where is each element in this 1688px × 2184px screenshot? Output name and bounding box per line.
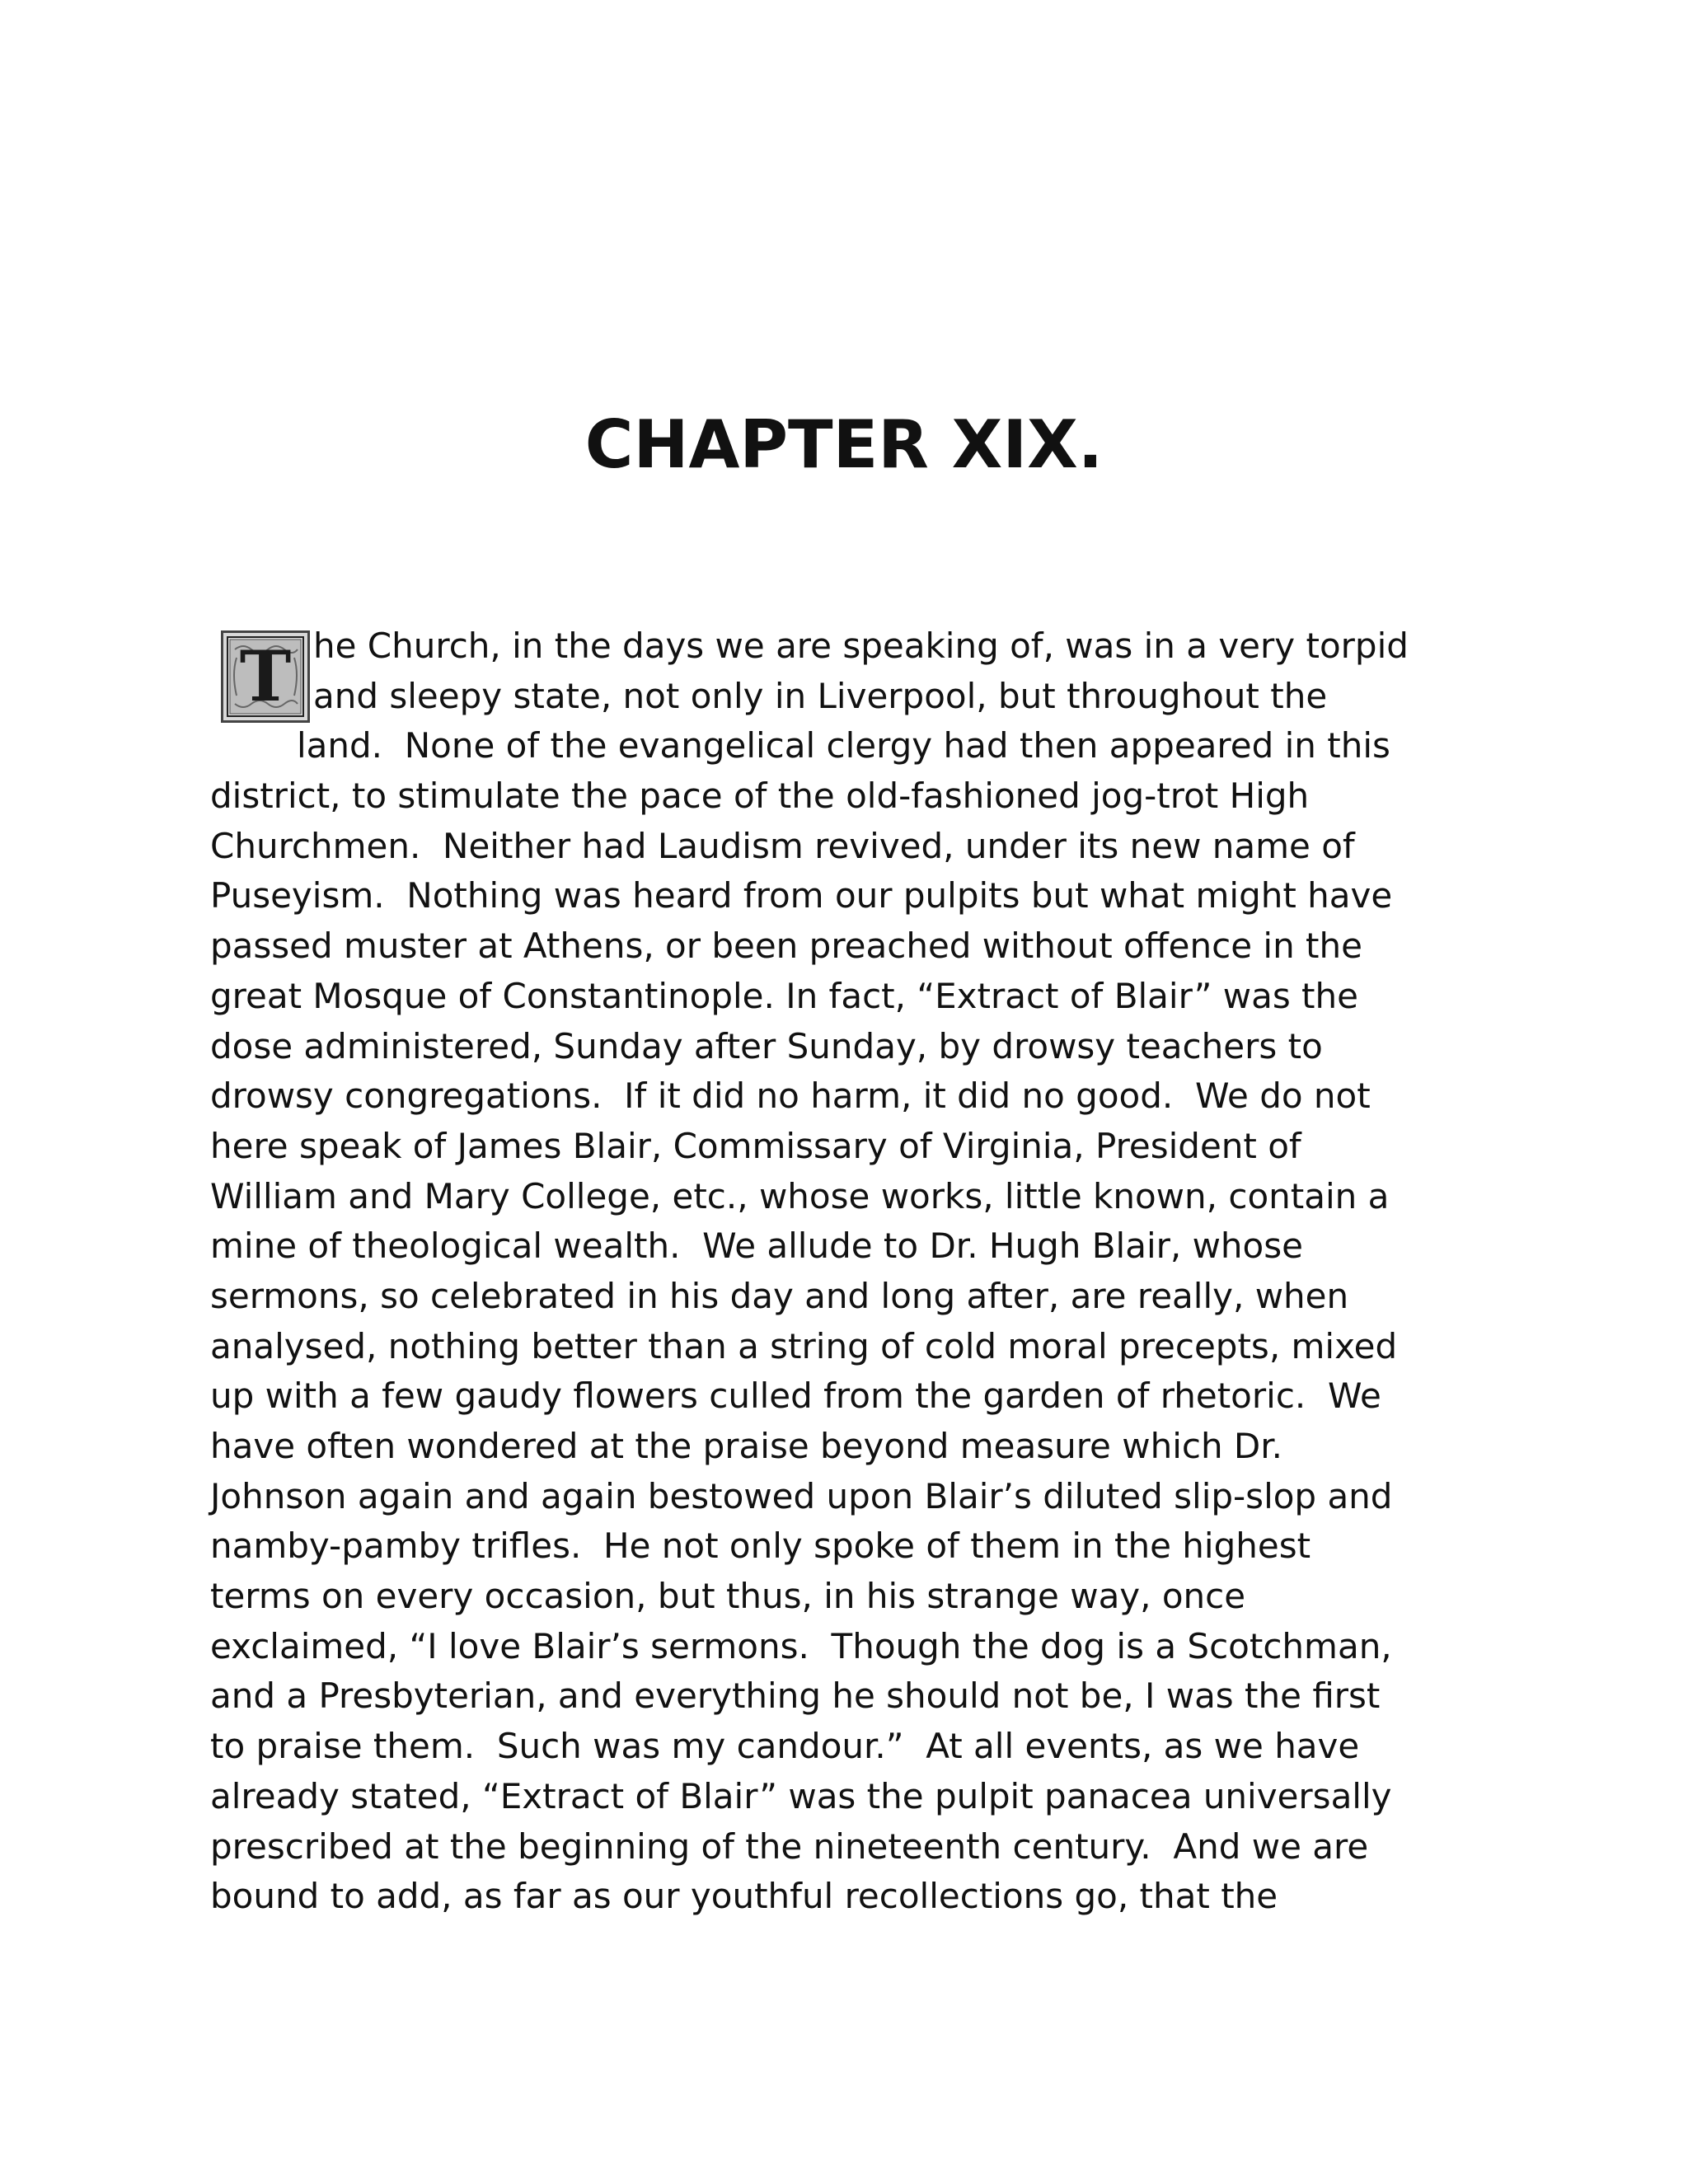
body-line: terms on every occasion, but thus, in his strange way, once <box>210 1576 1246 1617</box>
body-line: prescribed at the beginning of the nineteenth century. And we are <box>210 1825 1369 1867</box>
body-line: up with a few gaudy flowers culled from the garden of rhetoric. We <box>210 1376 1381 1417</box>
chapter-title: CHAPTER XIX. <box>584 406 1104 483</box>
body-line: William and Mary College, etc., whose works, little known, contain a <box>210 1175 1390 1216</box>
body-line: bound to add, as far as our youthful recollections go, that the <box>210 1876 1278 1917</box>
body-line: and sleepy state, not only in Liverpool, but throughout the <box>313 675 1328 716</box>
drop-cap-letter: T <box>239 635 292 717</box>
body-line: exclaimed, “I love Blair’s sermons. Though the dog is a Scotchman, <box>210 1625 1392 1666</box>
body-line: passed muster at Athens, or been preached without offence in the <box>210 926 1362 967</box>
body-line: here speak of James Blair, Commissary of Virginia, President of <box>210 1125 1301 1166</box>
body-line: analysed, nothing better than a string of cold moral precepts, mixed <box>210 1325 1398 1366</box>
body-line: have often wondered at the praise beyond measure which Dr. <box>210 1426 1283 1466</box>
body-line: great Mosque of Constantinople. In fact, “Extract of Blair” was the <box>210 975 1358 1016</box>
body-line: namby-pamby trifles. He not only spoke of them in the highest <box>210 1526 1311 1567</box>
body-line: already stated, “Extract of Blair” was the pulpit panacea universally <box>210 1775 1392 1816</box>
body-line: to praise them. Such was my candour.” At all events, as we have <box>210 1726 1360 1767</box>
body-line: drowsy congregations. If it did no harm, it did no good. We do not <box>210 1076 1371 1117</box>
body-line: mine of theological wealth. We allude to Dr. Hugh Blair, whose <box>210 1226 1303 1267</box>
body-line: dose administered, Sunday after Sunday, by drowsy teachers to <box>210 1025 1323 1066</box>
body-line: Puseyism. Nothing was heard from our pulpits but what might have <box>210 875 1393 916</box>
body-line: district, to stimulate the pace of the old-fashioned jog-trot High <box>210 776 1310 817</box>
body-line: land. None of the evangelical clergy had then appeared in this <box>297 725 1390 766</box>
body-line: and a Presbyterian, and everything he should not be, I was the first <box>210 1675 1381 1717</box>
body-line: sermons, so celebrated in his day and long after, are really, when <box>210 1275 1349 1316</box>
body-line: he Church, in the days we are speaking of, was in a very torpid <box>313 626 1409 666</box>
body-paragraph <box>210 621 1529 1922</box>
body-line: Johnson again and again bestowed upon Blair’s diluted slip-slop and <box>210 1475 1393 1516</box>
body-line: Churchmen. Neither had Laudism revived, under its new name of <box>210 825 1355 866</box>
